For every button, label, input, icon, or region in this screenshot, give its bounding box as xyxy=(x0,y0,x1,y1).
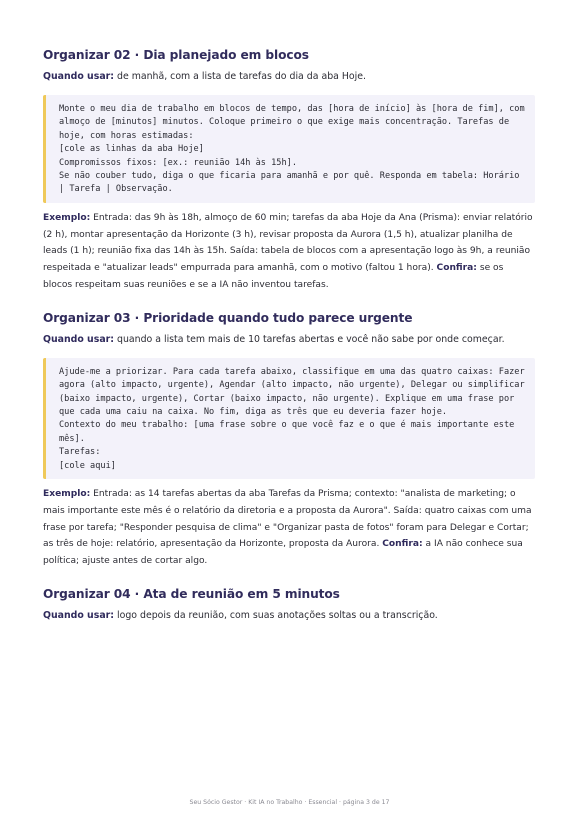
check-text: a IA não conhece sua política; ajuste antes de cortar algo. xyxy=(43,539,523,567)
section-organizar-03 xyxy=(43,311,535,570)
example-paragraph xyxy=(43,210,535,294)
when-label: Quando usar: xyxy=(43,610,115,622)
when-text: quando a lista tem mais de 10 tarefas abertas e você não sabe por onde começar. xyxy=(114,333,505,345)
example-text: Entrada: das 9h às 18h, almoço de 60 min; tarefas da aba Hoje da Ana (Prisma): enviar relatório (2 h), montar apresentação da Horizonte (3 h), revisar proposta da Aurora (1,5 h), atualizar planilha de leads (1 h); reunião fixa das 14h às 15h. Saída: tabela de blocos com a apresentação logo às 9h, a reunião respeitada e "atualizar leads" empurrada para amanhã, com o motivo (faltou 1 hora). xyxy=(43,212,533,274)
when-to-use xyxy=(43,332,535,348)
section-organizar-04 xyxy=(43,587,535,624)
prompt-box[interactable] xyxy=(43,358,535,479)
check-label: Confira: xyxy=(436,263,477,274)
example-label: Exemplo: xyxy=(43,212,91,223)
section-title: Organizar 03 · Prioridade quando tudo parece urgente xyxy=(43,310,413,325)
prompt-box[interactable] xyxy=(43,95,535,203)
when-to-use xyxy=(43,608,535,624)
document-page xyxy=(43,48,535,641)
example-text: Entrada: as 14 tarefas abertas da aba Tarefas da Prisma; contexto: "analista de marketing; o mais importante este mês é o relatório da diretoria e a proposta da Aurora". Saída: quatro caixas com uma frase por tarefa; "Responder pesquisa de clima" e "Organizar pasta de fotos" foram para Delegar e Cortar; as três de hoje: relatório, apresentação da Horizonte, proposta da Aurora. xyxy=(43,489,532,550)
check-label: Confira: xyxy=(382,539,423,550)
when-text: logo depois da reunião, com suas anotações soltas ou a transcrição. xyxy=(114,610,438,622)
prompt-text[interactable]: Ajude-me a priorizar. Para cada tarefa abaixo, classifique em uma das quatro caixas: Fazer agora (alto impacto, urgente), Agendar (alto impacto, não urgente), Delegar ou simplificar (baixo impacto, urgente), Cortar (baixo impacto, não urgente). Explique em uma frase por que cada uma caiu na caixa. No fim, diga as três que eu deveria fazer hoje. Contexto do meu trabalho: [uma frase sobre o que você faz e o que é mais importante este mês]. Tarefas: [cole aqui] xyxy=(59,366,525,471)
when-label: Quando usar: xyxy=(43,71,115,82)
section-organizar-02 xyxy=(43,48,535,294)
prompt-text[interactable]: Monte o meu dia de trabalho em blocos de tempo, das [hora de início] às [hora de fim], com almoço de [minutos] minutos. Coloque primeiro o que exige mais concentração. Tarefas de hoje, com horas estimadas: [cole as linhas da aba Hoje] Compromissos fixos: [ex.: reunião 14h às 15h]. Se não couber tudo, diga o que ficaria para amanhã e por quê. Responda em tabela: Horário | Tarefa | Observação. xyxy=(59,104,525,195)
page-footer: Seu Sócio Gestor · Kit IA no Trabalho · Essencial · página 3 de 17 xyxy=(189,799,390,806)
when-label: Quando usar: xyxy=(43,333,115,345)
example-label: Exemplo: xyxy=(43,489,91,500)
example-paragraph xyxy=(43,486,535,570)
when-to-use xyxy=(43,69,535,85)
check-text: se os blocos respeitam suas reuniões e se a IA não inventou tarefas. xyxy=(43,263,504,291)
section-title: Organizar 04 · Ata de reunião em 5 minutos xyxy=(43,587,340,602)
section-title: Organizar 02 · Dia planejado em blocos xyxy=(43,48,309,62)
when-text: de manhã, com a lista de tarefas do dia da aba Hoje. xyxy=(114,71,367,82)
